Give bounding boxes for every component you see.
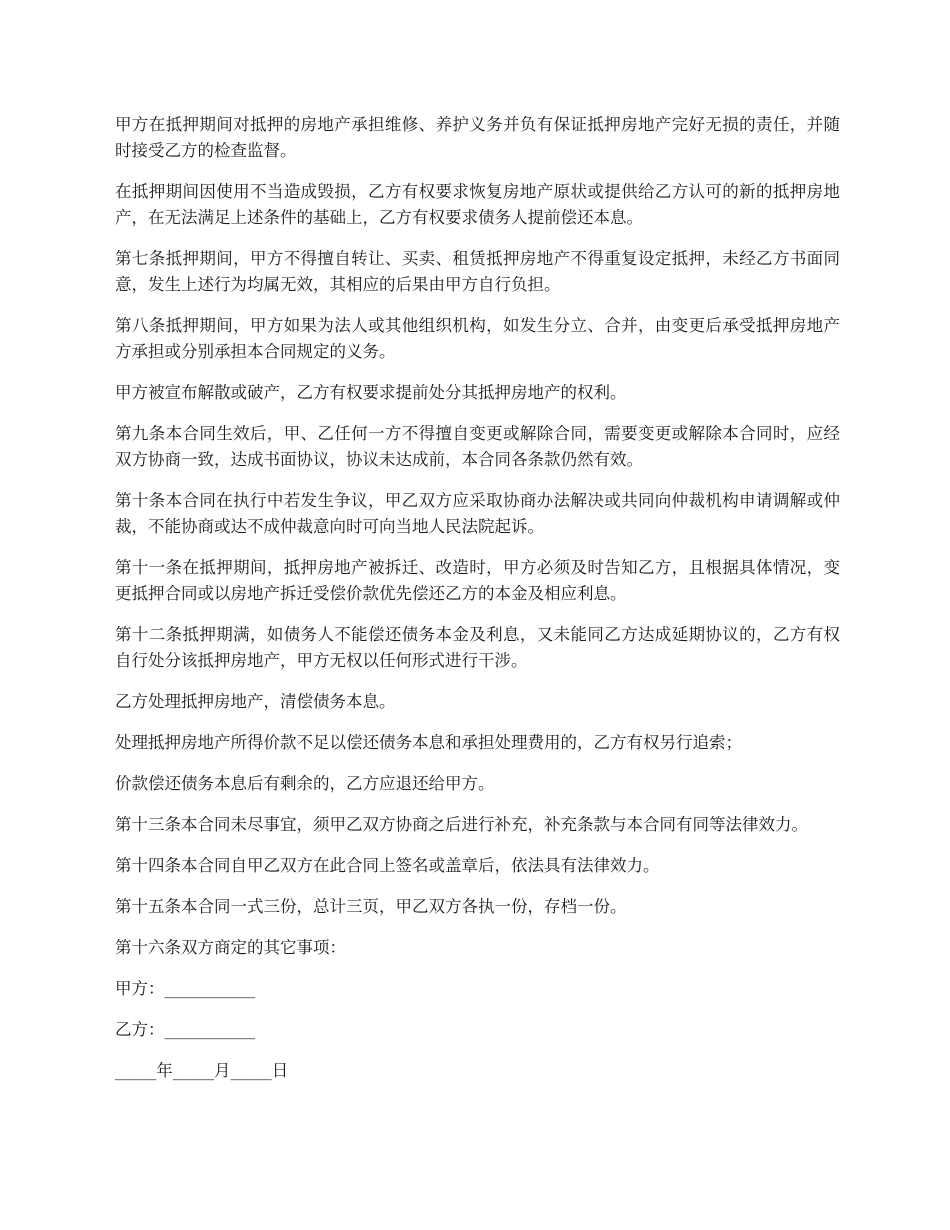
paragraph-damage-remedy: 在抵押期间因使用不当造成毁损，乙方有权要求恢复房地产原状或提供给乙方认可的新的抵押房地产，在无法满足上述条件的基础上，乙方有权要求债务人提前偿还本息。 — [115, 182, 840, 227]
paragraph-article-14: 第十四条本合同自甲乙双方在此合同上签名或盖章后，依法具有法律效力。 — [115, 856, 660, 875]
paragraph-article-10: 第十条本合同在执行中若发生争议，甲乙双方应采取协商办法解决或共同向仲裁机构申请调解或仲裁，不能协商或达不成仲裁意向时可向当地人民法院起诉。 — [115, 491, 840, 536]
paragraph-article-11: 第十一条在抵押期间，抵押房地产被拆迁、改造时，甲方必须及时告知乙方，且根据具体情况，变更抵押合同或以房地产拆迁受偿价款优先偿还乙方的本金及相应利息。 — [115, 558, 840, 603]
paragraph-disposal-repayment: 乙方处理抵押房地产，清偿债务本息。 — [115, 692, 396, 711]
signature-party-a: 甲方：___________ — [115, 979, 256, 998]
signature-party-b: 乙方：___________ — [115, 1020, 256, 1039]
paragraph-article-15: 第十五条本合同一式三份，总计三页，甲乙双方各执一份，存档一份。 — [115, 897, 627, 916]
paragraph-article-16: 第十六条双方商定的其它事项： — [115, 938, 346, 957]
paragraph-article-12: 第十二条抵押期满，如债务人不能偿还债务本金及利息，又未能同乙方达成延期协议的，乙方有权自行处分该抵押房地产，甲方无权以任何形式进行干涉。 — [115, 625, 840, 670]
paragraph-article-8: 第八条抵押期间，甲方如果为法人或其他组织机构，如发生分立、合并，由变更后承受抵押房地产方承担或分别承担本合同规定的义务。 — [115, 316, 840, 361]
paragraph-article-9: 第九条本合同生效后，甲、乙任何一方不得擅自变更或解除合同，需要变更或解除本合同时，应经双方协商一致，达成书面协议，协议未达成前，本合同各条款仍然有效。 — [115, 424, 840, 469]
paragraph-mortgagor-maintenance-duty: 甲方在抵押期间对抵押的房地产承担维修、养护义务并负有保证抵押房地产完好无损的责任，并随时接受乙方的检查监督。 — [115, 115, 840, 160]
signature-date: _____年_____月_____日 — [115, 1061, 289, 1080]
paragraph-article-7: 第七条抵押期间，甲方不得擅自转让、买卖、租赁抵押房地产不得重复设定抵押，未经乙方书面同意，发生上述行为均属无效，其相应的后果由甲方自行负担。 — [115, 249, 840, 294]
paragraph-insufficient-proceeds: 处理抵押房地产所得价款不足以偿还债务本息和承担处理费用的，乙方有权另行追索； — [115, 733, 742, 752]
contract-page — [115, 112, 840, 1099]
paragraph-surplus-return: 价款偿还债务本息后有剩余的，乙方应退还给甲方。 — [115, 774, 495, 793]
paragraph-dissolution-bankruptcy: 甲方被宣布解散或破产，乙方有权要求提前处分其抵押房地产的权利。 — [115, 383, 627, 402]
paragraph-article-13: 第十三条本合同未尽事宜，须甲乙双方协商之后进行补充，补充条款与本合同有同等法律效力。 — [115, 815, 808, 834]
